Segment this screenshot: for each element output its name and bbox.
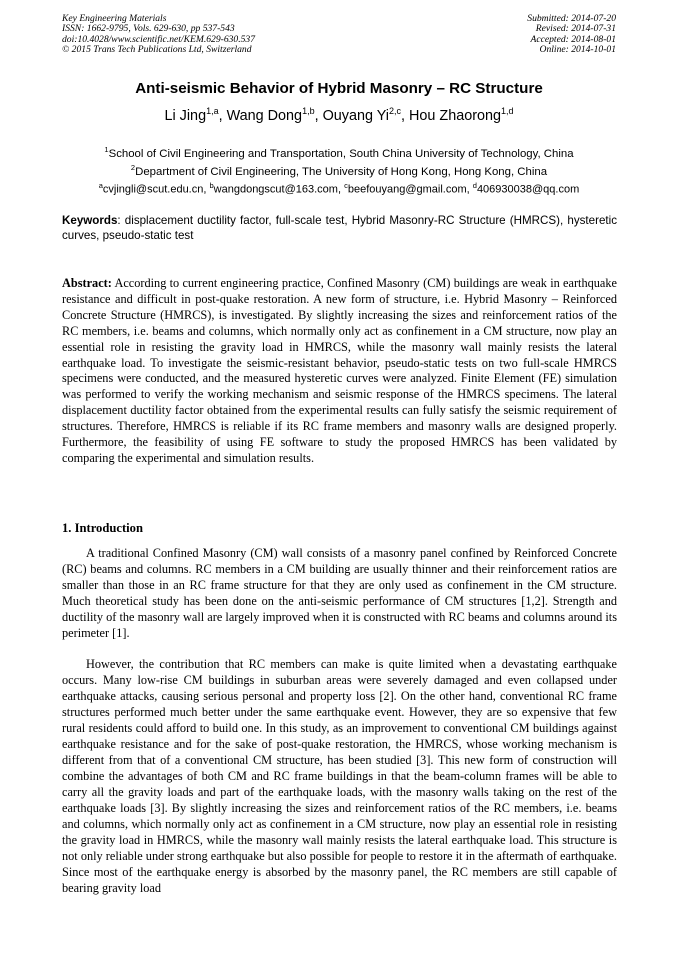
- affiliation: [0, 163, 678, 178]
- journal-name: Key Engineering Materials: [62, 13, 167, 24]
- affiliation: [0, 145, 678, 160]
- body-paragraph: However, the contribution that RC members can make is quite limited when a devastating earthquake occurs. Many low-rise CM buildings in suburban areas were severely damaged and even collapsed under earthquake attacks, causing serious personal and property loss [2]. On the other hand, conventional RC frame structures performed much better under the same earthquake event. However, they are so expensive that few rural residents could afford to build one. In this study, as an improvement to conventional CM buildings against earthquake resistance and for the sake of post-quake restoration, the HMRCS, whose working mechanism is different from that of a conventional CM structure, has been studied [3]. This new form of construction will combine the advantages of both CM and RC frame buildings in that the beam-column frames will be able to carry all the gravity loads and part of the earthquake loads, with the masonry walls taking on the rest of the earthquake loads [3]. By slightly increasing the sizes and reinforcement ratios of the RC members, i.e. beams and columns, which normally only act as confinement in a CM structure, now play an essential role in resisting the gravity load in HMRCS, while the masonry wall mainly resists the lateral earthquake load. This structure is not only reliable under strong earthquake but also possible for people to restore it in the aftermath of earthquake. Since most of the earthquake energy is absorbed by the masonry panel, the RC members are still capable of bearing gravity load: [62, 657, 617, 895]
- section-heading-introduction: 1. Introduction: [62, 521, 143, 535]
- author-name: Ouyang Yi: [322, 107, 389, 124]
- abstract-label: Abstract:: [62, 276, 112, 290]
- email-sup: d: [472, 181, 477, 190]
- affiliation-text: Department of Civil Engineering, The University of Hong Kong, Hong Kong, China: [135, 165, 548, 178]
- author-sup: 2,c: [388, 106, 401, 116]
- journal-info: [62, 14, 255, 56]
- paper-title: Anti-seismic Behavior of Hybrid Masonry – RC Structure: [135, 80, 543, 97]
- revised-date: Revised: 2014-07-31: [535, 23, 616, 35]
- email-address: wangdongscut@163.com: [213, 183, 338, 196]
- author-sup: 1,d: [501, 106, 514, 116]
- abstract: [62, 276, 617, 467]
- author-list: Li Jing$^{1,a}$, Wang Dong$^{1,b}$, Ouyang Yi$^{2,c}$, Hou Zhaorong$^{1,d}$: [164, 106, 514, 124]
- copyright-line: © 2015 Trans Tech Publications Ltd, Switzerland: [62, 44, 252, 56]
- doi-line: doi:10.4028/www.scientific.net/KEM.629-630.537: [62, 33, 256, 45]
- email-address: 406930038@qq.com: [476, 183, 580, 196]
- author-sup: 1,a: [206, 106, 219, 116]
- email-address: cvjingli@scut.edu.cn: [102, 183, 204, 196]
- issn-line: ISSN: 1662-9795, Vols. 629-630, pp 537-543: [62, 23, 235, 35]
- keywords: [62, 213, 617, 243]
- online-date: Online: 2014-10-01: [539, 44, 616, 56]
- keywords-label: Keywords: [62, 214, 118, 227]
- abstract-text: According to current engineering practice, Confined Masonry (CM) buildings are weak in earthquake resistance and difficult in post-quake restoration. A new form of structure, i.e. Hybrid Masonry – Reinforced Concrete Structure (HMRCS), is investigated. By slightly increasing the sizes and reinforcement ratios of the RC members, i.e. beams and columns, which normally only act as confinement in a CM structure, now play an essential role in resisting the gravity load in HMRCS, while the masonry wall mainly resists the lateral earthquake load. To investigate the seismic-resistant behavior, pseudo-static tests on two full-scale HMRCS specimens were conducted, and the measured hysteretic curves were analyzed. Finite Element (FE) simulation was performed to verify the working mechanism and seismic response of the HMRCS specimens. The lateral displacement ductility factor obtained from the experimental results can fully satisfy the seismic requirement of structures. Therefore, HMRCS is reliable if its RC frame members and masonry walls are designed properly. Furthermore, the feasibility of using FE software to study the proposed HMRCS has been validated by comparing the experimental and simulation results.: [62, 276, 617, 465]
- email-sup: a: [98, 181, 103, 190]
- author-name: Li Jing: [164, 107, 207, 124]
- email-sup: c: [344, 181, 348, 190]
- affiliation-sup: 1: [104, 145, 109, 154]
- author-name: Wang Dong: [226, 107, 303, 124]
- keywords-text: : displacement ductility factor, full-scale test, Hybrid Masonry-RC Structure (HMRCS), hysteretic curves, pseudo-static test: [62, 214, 617, 242]
- email-address: beefouyang@gmail.com: [347, 183, 467, 196]
- affiliation-text: School of Civil Engineering and Transportation, South China University of Technology, China: [108, 147, 574, 160]
- publication-dates: [527, 14, 616, 56]
- submitted-date: Submitted: 2014-07-20: [527, 13, 616, 24]
- email-sup: b: [209, 181, 214, 190]
- author-name: Hou Zhaorong: [409, 107, 502, 124]
- body-paragraph: A traditional Confined Masonry (CM) wall consists of a masonry panel confined by Reinforced Concrete (RC) beams and columns. RC members in a CM building are usually thinner and their reinforcement ratios are smaller than those in an RC frame structure for that they are only used as confinement in the CM structure. Much theoretical study has been done on the anti-seismic performance of CM structures [1,2]. Strength and ductility of the masonry wall are largely improved when it is constructed with RC beams and columns around its perimeter [1].: [62, 546, 617, 640]
- affiliation-sup: 2: [130, 163, 136, 172]
- author-sup: 1,b: [302, 106, 315, 116]
- accepted-date: Accepted: 2014-08-01: [530, 33, 616, 45]
- email-list: $^a$cvjingli@scut.edu.cn, $^b$wangdongscut@163.com, $^c$beefouyang@gmail.com, $^d$406930038@qq.com: [98, 181, 580, 196]
